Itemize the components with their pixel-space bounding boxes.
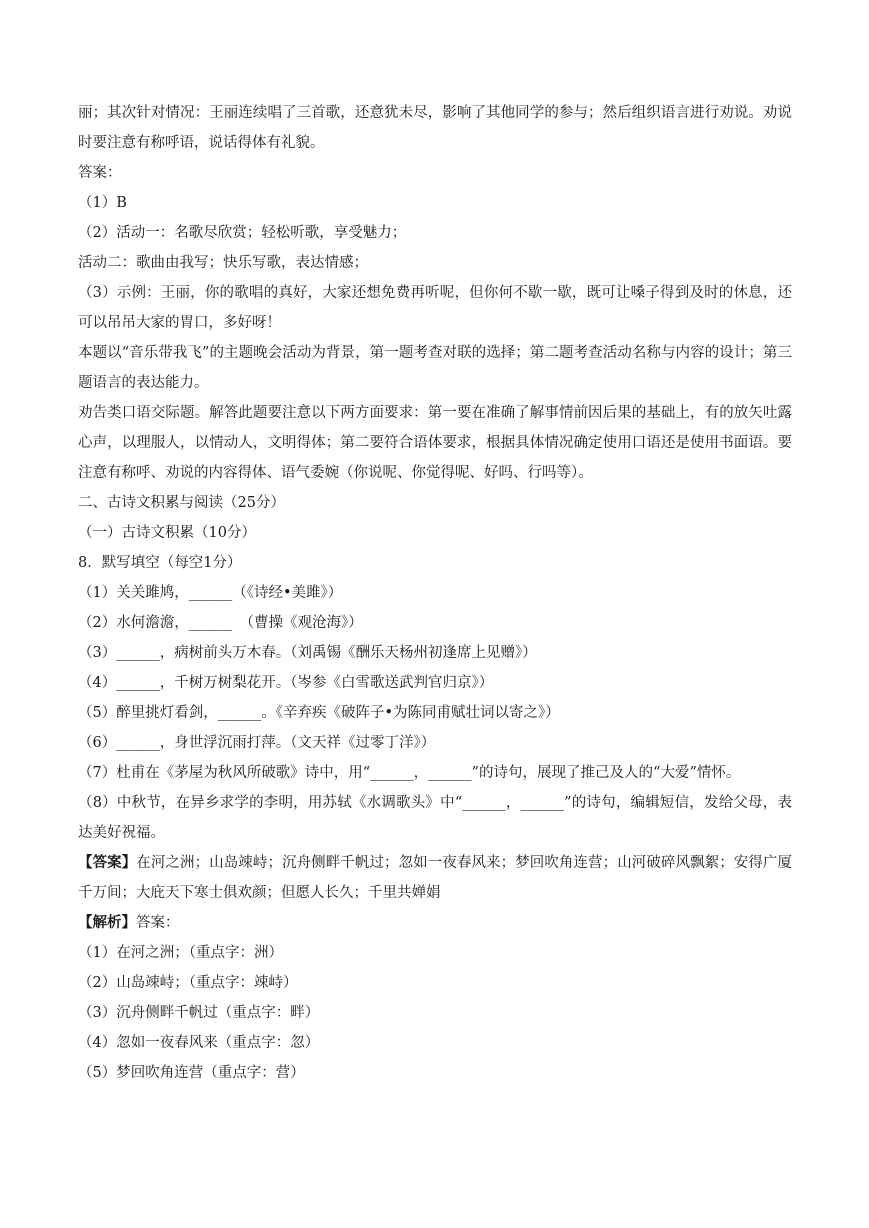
answer-label: 答案： [78, 165, 122, 181]
subsection-heading: （一）古诗文积累（10分） [78, 525, 256, 541]
question-item: （4）______，千树万树梨花开。（岑参《白雪歌送武判官归京》） [78, 675, 494, 691]
question-item: （7）杜甫在《茅屋为秋风所破歌》诗中，用“______，______”的诗句，展现了推己及人的“大爱”情怀。 [78, 765, 741, 781]
answer-item: （1）B [78, 195, 127, 211]
answer-block [78, 848, 792, 908]
question-title: 8．默写填空（每空1分） [78, 555, 242, 571]
paragraph: 丽；其次针对情况：王丽连续唱了三首歌，还意犹未尽，影响了其他同学的参与；然后组织语言进行劝说。劝说时要注意有称呼语，说话得体有礼貌。 [78, 105, 792, 151]
analysis-item: （2）山岛竦峙；（重点字：竦峙） [78, 975, 298, 991]
document-page [78, 98, 792, 1088]
section-heading: 二、古诗文积累与阅读（25分） [78, 495, 285, 511]
paragraph: 劝告类口语交际题。解答此题要注意以下两方面要求：第一要在准确了解事情前因后果的基础上，有的放矢吐露心声，以理服人，以情动人，文明得体；第二要符合语体要求，根据具体情况确定使用口语还是使用书面语。要注意有称呼、劝说的内容得体、语气委婉（你说呢、你觉得呢、好吗、行吗等）。 [78, 405, 792, 481]
analysis-text: 答案： [136, 915, 180, 931]
analysis-item: （5）梦回吹角连营（重点字：营） [78, 1065, 305, 1081]
answer-item: 活动二：歌曲由我写；快乐写歌，表达情感； [78, 255, 368, 271]
question-item: （6）______，身世浮沉雨打萍。（文天祥《过零丁洋》） [78, 735, 436, 751]
question-item: （5）醉里挑灯看剑，______。《辛弃疾《破阵子•为陈同甫赋壮词以寄之》） [78, 705, 560, 721]
analysis-item: （4）忽如一夜春风来（重点字：忽） [78, 1035, 320, 1051]
question-item: （8）中秋节，在异乡求学的李明，用苏轼《水调歌头》中“______，______”的诗句，编辑短信，发给父母，表达美好祝福。 [78, 795, 792, 841]
analysis-item: （3）沉舟侧畔千帆过（重点字：畔） [78, 1005, 320, 1021]
analysis-tag: 【解析】 [78, 914, 136, 931]
paragraph: 本题以“音乐带我飞”的主题晚会活动为背景，第一题考查对联的选择；第二题考查活动名称与内容的设计；第三题语言的表达能力。 [78, 345, 792, 391]
answer-item: （2）活动一：名歌尽欣赏；轻松听歌，享受魅力； [78, 225, 407, 241]
analysis-block [78, 908, 792, 938]
answer-tag: 【答案】 [78, 854, 137, 871]
analysis-item: （1）在河之洲；（重点字：洲） [78, 945, 283, 961]
answer-item: （3）示例：王丽，你的歌唱的真好，大家还想免费再听呢，但你何不歇一歇，既可让嗓子得到及时的休息，还可以吊吊大家的胃口，多好呀！ [78, 285, 792, 331]
question-item: （2）水何澹澹，______ （曹操《观沧海》） [78, 615, 363, 631]
question-item: （3）______，病树前头万木春。（刘禹锡《酬乐天杨州初逢席上见赠》） [78, 645, 537, 661]
question-item: （1）关关雎鸠，______（《诗经•美雎》） [78, 585, 343, 601]
answer-text: 在河之洲；山岛竦峙；沉舟侧畔千帆过；忽如一夜春风来；梦回吹角连营；山河破碎风飘絮；安得广厦千万间；大庇天下寒士俱欢颜；但愿人长久；千里共婵娟 [78, 855, 793, 901]
